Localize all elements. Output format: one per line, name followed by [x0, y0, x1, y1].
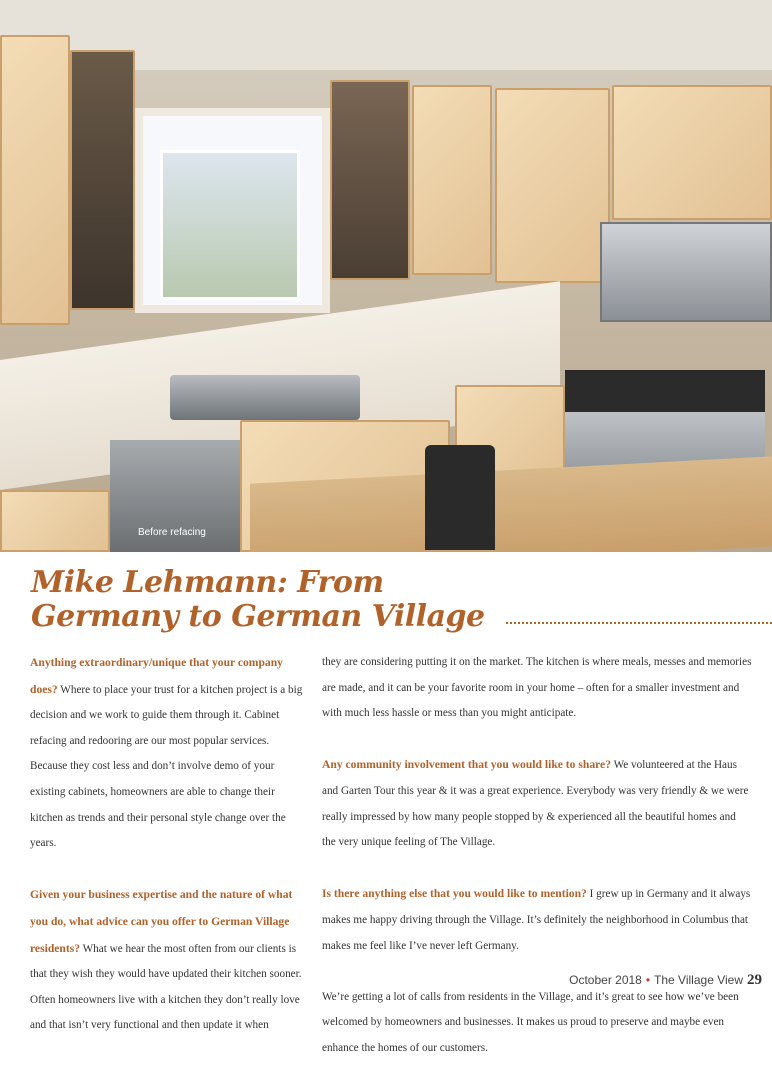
- page-number: 29: [747, 972, 762, 988]
- footer-publication: The Village View: [654, 973, 743, 987]
- qa-paragraph: [30, 650, 306, 857]
- footer-date: October 2018: [569, 973, 642, 987]
- bullet-icon: •: [645, 973, 651, 987]
- page-footer: [569, 972, 762, 989]
- question: Given your business expertise and the nature of what you do, what advice can you offer to German Village residents?: [30, 888, 293, 955]
- dotted-rule: [506, 622, 772, 624]
- question: Any community involvement that you would like to share?: [322, 758, 612, 772]
- qa-paragraph: [30, 882, 306, 1039]
- answer: they are considering putting it on the market. The kitchen is where meals, messes and memories are made, and it can be your favorite room in your home – often for a smaller investment and with much less hassle or mess than you might anticipate.: [322, 656, 752, 720]
- left-column: [30, 650, 306, 1065]
- qa-paragraph: [322, 650, 752, 727]
- article-title: [31, 566, 485, 634]
- answer: We’re getting a lot of calls from residents in the Village, and it’s great to see how we’ve been welcomed by homeowners and businesses. It makes us proud to preserve and maybe even enhance the homes of our customers.: [322, 990, 739, 1054]
- answer: What we hear the most often from our clients is that they wish they would have updated their kitchen sooner. Often homeowners live with a kitchen they don’t really love and that isn’t very functional and then update it when: [30, 942, 302, 1032]
- photo-caption: Before refacing: [138, 527, 206, 538]
- right-column: [322, 650, 752, 1087]
- question: Anything extraordinary/unique that your company does?: [30, 656, 283, 696]
- title-line-2: Germany to German Village: [31, 599, 485, 634]
- answer: Where to place your trust for a kitchen project is a big decision and we work to guide them through it. Cabinet refacing and redooring are our most popular services. Because they cost less and don’t involve demo of your existing cabinets, homeowners are able to change their kitchen as trends and their personal style change over the years.: [30, 683, 303, 850]
- qa-paragraph: [322, 752, 752, 855]
- qa-paragraph: [322, 881, 752, 959]
- answer: We volunteered at the Haus and Garten Tour this year & it was a great experience. Everybody was very friendly & we were really impressed by how many people stopped by & experienced all the beautiful homes and the very unique feeling of The Village.: [322, 759, 749, 849]
- question: Is there anything else that you would like to mention?: [322, 887, 587, 901]
- answer: I grew up in Germany and it always makes me happy driving through the Village. It’s definitely the neighborhood in Columbus that makes me feel like I’ve never left Germany.: [322, 888, 751, 952]
- qa-paragraph: [322, 985, 752, 1062]
- title-line-1: Mike Lehmann: From: [31, 565, 384, 600]
